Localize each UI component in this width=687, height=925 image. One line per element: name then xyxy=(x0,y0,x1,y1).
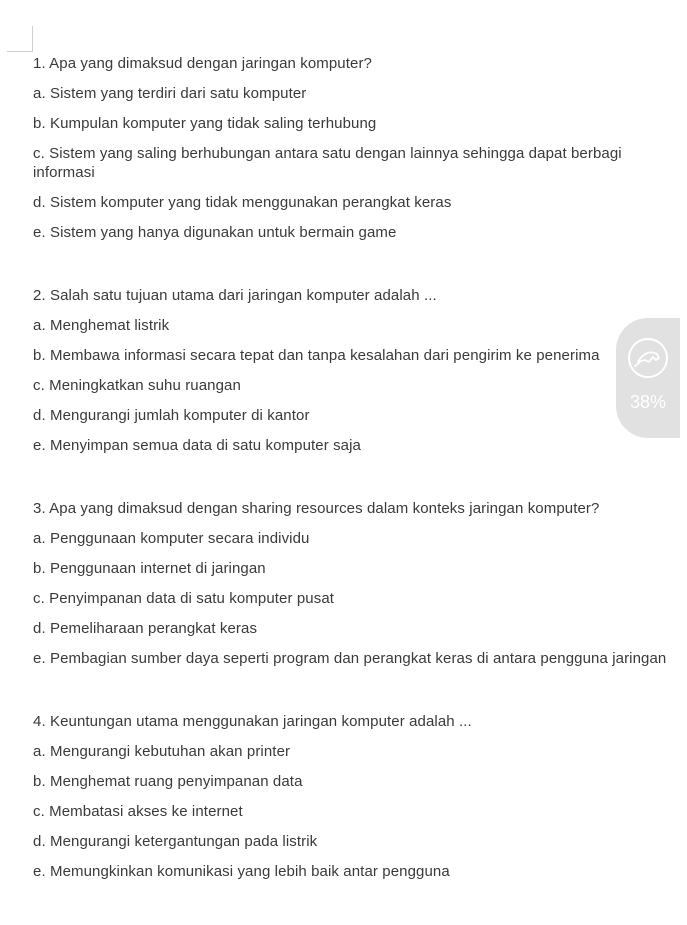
option-d: d. Pemeliharaan perangkat keras xyxy=(33,620,258,637)
option-e: e. Menyimpan semua data di satu komputer saja xyxy=(33,437,362,454)
option-e: e. Memungkinkan komunikasi yang lebih baik antar pengguna xyxy=(33,863,450,880)
option-a: a. Penggunaan komputer secara individu xyxy=(33,530,310,547)
question-text: 4. Keuntungan utama menggunakan jaringan komputer adalah ... xyxy=(33,713,472,730)
zoom-indicator xyxy=(616,318,680,438)
option-b: b. Kumpulan komputer yang tidak saling terhubung xyxy=(33,115,377,132)
question-text: 2. Salah satu tujuan utama dari jaringan komputer adalah ... xyxy=(33,287,437,304)
option-b: b. Membawa informasi secara tepat dan tanpa kesalahan dari pengirim ke penerima xyxy=(33,347,600,364)
page-corner-marker xyxy=(7,26,33,52)
question-text: 3. Apa yang dimaksud dengan sharing resources dalam konteks jaringan komputer? xyxy=(33,500,600,517)
option-e: e. Pembagian sumber daya seperti program dan perangkat keras di antara pengguna jaringan xyxy=(33,650,667,667)
option-a: a. Menghemat listrik xyxy=(33,317,170,334)
option-b: b. Menghemat ruang penyimpanan data xyxy=(33,773,303,790)
option-a: a. Sistem yang terdiri dari satu komputer xyxy=(33,85,307,102)
question-4 xyxy=(33,712,673,881)
option-c: c. Sistem yang saling berhubungan antara satu dengan lainnya sehingga dapat berbagi informasi xyxy=(33,145,622,181)
zoom-level: 38% xyxy=(629,392,667,412)
option-e: e. Sistem yang hanya digunakan untuk bermain game xyxy=(33,224,397,241)
question-2 xyxy=(33,286,673,455)
option-d: d. Mengurangi ketergantungan pada listrik xyxy=(33,833,318,850)
option-a: a. Mengurangi kebutuhan akan printer xyxy=(33,743,291,760)
option-d: d. Mengurangi jumlah komputer di kantor xyxy=(33,407,310,424)
option-c: c. Meningkatkan suhu ruangan xyxy=(33,377,241,394)
option-c: c. Membatasi akses ke internet xyxy=(33,803,243,820)
document-body xyxy=(33,54,673,925)
question-1 xyxy=(33,54,673,242)
option-b: b. Penggunaan internet di jaringan xyxy=(33,560,266,577)
pinch-zoom-icon xyxy=(626,336,670,380)
question-text: 1. Apa yang dimaksud dengan jaringan komputer? xyxy=(33,55,372,72)
option-c: c. Penyimpanan data di satu komputer pusat xyxy=(33,590,335,607)
option-d: d. Sistem komputer yang tidak menggunakan perangkat keras xyxy=(33,194,452,211)
question-3 xyxy=(33,499,673,668)
